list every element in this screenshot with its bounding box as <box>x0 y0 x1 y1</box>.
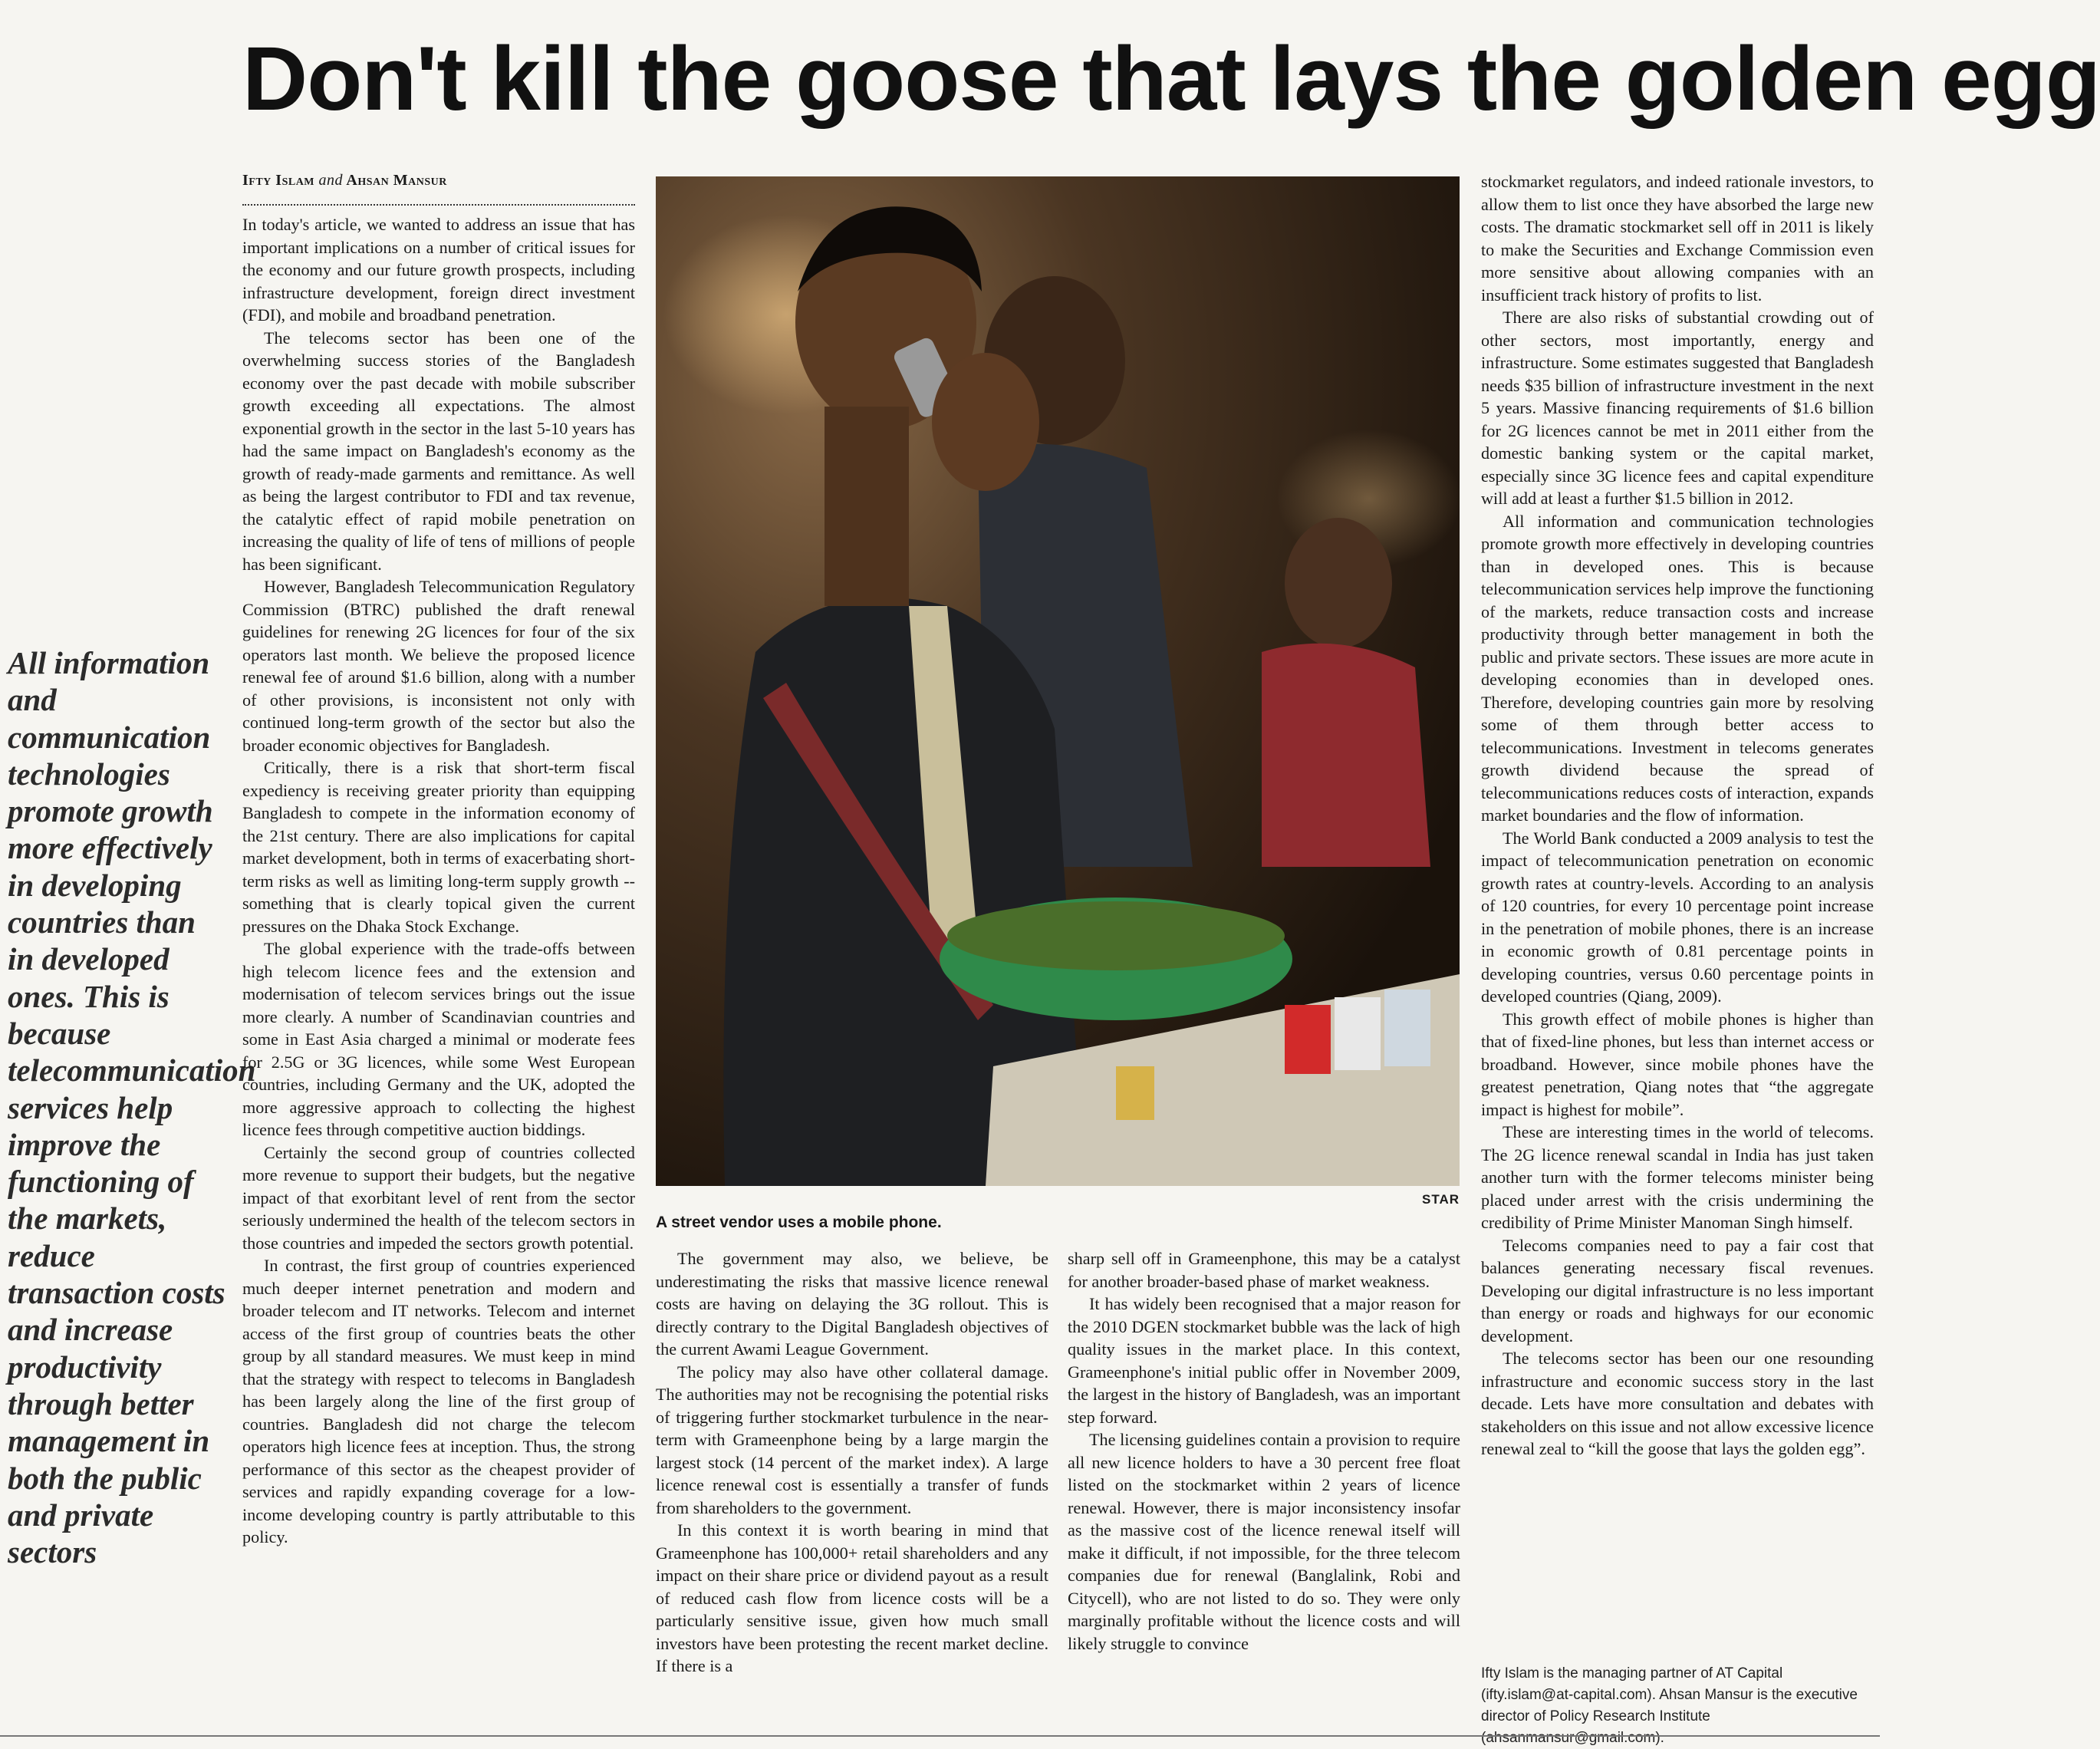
author-bio: Ifty Islam is the managing partner of AT Capital (ifty.islam@at-capital.com). Ahsan Mansur is the executive director of Policy Research Institute (ahsanmansur@gmail.com). <box>1481 1665 1858 1746</box>
article-column-3 <box>1068 1247 1460 1655</box>
byline-divider <box>242 204 635 206</box>
page-bottom-rule <box>0 1735 1880 1737</box>
paragraph: The telecoms sector has been one of the overwhelming success stories of the Bangladesh economy over the past decade with mobile subscriber growth exceeding all expectations. The almost exponential growth in the sector in the last 5-10 years has had the same impact on Bangladesh's economy as the growth of ready-made garments and remittance. As well as being the largest contributor to FDI and tax revenue, the catalytic effect of rapid mobile penetration on increasing the quality of life of tens of millions of people has been significant. <box>242 328 635 574</box>
paragraph: These are interesting times in the world of telecoms. The 2G licence renewal scandal in India has just taken another turn with the former telecoms minister being placed under arrest with the crisis undermining the credibility of Prime Minister Manoman Singh himself. <box>1481 1122 1874 1232</box>
paragraph: This growth effect of mobile phones is higher than that of fixed-line phones, but less than internet access or broadband. However, since mobile phones have the greatest penetration, Qiang notes that “the aggregate impact is highest for mobile”. <box>1481 1009 1874 1119</box>
paragraph: The government may also, we believe, be underestimating the risks that massive licence renewal costs are having on delaying the 3G rollout. This is directly contrary to the Digital Bangladesh objectives of the current Awami League Government. <box>656 1249 1048 1359</box>
article-column-1 <box>242 213 635 1549</box>
paragraph: In contrast, the first group of countries experienced much deeper internet penetration and modern and broader telecom and IT networks. Telecom and internet access of the first group of countries beats the other group by all standard measures. We must keep in mind that the strategy with respect to telecoms in Bangladesh has been largely along the line of the first group of countries. Bangladesh did not charge the telecom operators high licence fees at inception. Thus, the strong performance of this sector as the cheapest provider of services and rapidly expanding coverage for a low-income developing country is partly attributable to this policy. <box>242 1256 635 1546</box>
pull-quote: All information and communication technologies promote growth more effectively in developing countries than in developed ones. This is because telecommunication services help improve the functioning of the markets, reduce transaction costs and increase productivity through better management in both the public and private sectors <box>8 645 256 1570</box>
paragraph: The policy may also have other collateral damage. The authorities may not be recognising the potential risks of triggering further stockmarket turbulence in the near-term with Grameenphone being by a large margin the largest stock (14 percent of the market index). A large licence renewal cost is essentially a transfer of funds from shareholders to the government. <box>656 1362 1048 1517</box>
paragraph: In this context it is worth bearing in mind that Grameenphone has 100,000+ retail shareholders and any impact on their share price or dividend payout as a result of reduced cash flow from licence costs will be a particularly sensitive issue, given how much small investors have been protesting the recent market decline. If there is a <box>656 1520 1048 1675</box>
headline: Don't kill the goose that lays the golden egg <box>242 28 2100 130</box>
byline <box>242 172 635 189</box>
photo-caption: A street vendor uses a mobile phone. <box>656 1214 942 1231</box>
byline-author-2: Ahsan Mansur <box>346 172 447 189</box>
street-vendor-photo-illustration <box>656 176 1460 1186</box>
article-column-2 <box>656 1247 1048 1678</box>
paragraph: Certainly the second group of countries collected more revenue to support their budgets, but the negative impact of that exorbitant level of rent from the sector seriously undermined the health of the telecom sectors in those countries and impeded the sectors growth potential. <box>242 1142 635 1253</box>
paragraph: stockmarket regulators, and indeed rationale investors, to allow them to list once they have absorbed the large new costs. The dramatic stockmarket sell off in 2011 is likely to make the Securities and Exchange Commission even more sensitive about allowing companies with an insufficient track history of profits to list. <box>1481 172 1874 305</box>
paragraph: sharp sell off in Grameenphone, this may be a catalyst for another broader-based phase of market weakness. <box>1068 1249 1460 1291</box>
paragraph: The licensing guidelines contain a provision to require all new licence holders to have a 30 percent free float listed on the stockmarket within 2 years of licence renewal. However, there is major inconsistency insofar as the massive cost of the licence renewal itself will make it difficult, if not impossible, for the three telecom companies due for renewal (Banglalink, Robi and Citycell), who are not listed to do so. They were only marginally profitable without the licence costs and will likely struggle to convince <box>1068 1430 1460 1653</box>
byline-author-1: Ifty Islam <box>242 172 315 189</box>
news-photo <box>656 176 1460 1186</box>
paragraph: However, Bangladesh Telecommunication Regulatory Commission (BTRC) published the draft renewal guidelines for renewing 2G licences for four of the six operators last month. We believe the proposed licence renewal fee of around $1.6 billion, along with a number of other provisions, is inconsistent not only with continued long-term growth of the sector but also the broader economic objectives for Bangladesh. <box>242 577 635 755</box>
paragraph: All information and communication technologies promote growth more effectively in developing countries than in developed ones. This is because telecommunication services help improve the functioning of the markets, reduce transaction costs and increase productivity through better management in both the public and private sectors. These issues are more acute in developing economies than in developed ones. Therefore, developing countries gain more by resolving some of them through better access to telecommunications. Investment in telecoms generates growth dividend because the spread of telecommunications reduces costs of interaction, expands market boundaries and the flow of information. <box>1481 511 1874 825</box>
paragraph: The telecoms sector has been our one resounding infrastructure and economic success story in the last decade. Lets have more consultation and debates with stakeholders on this issue and not allow excessive licence renewal zeal to “kill the goose that lays the golden egg”. <box>1481 1349 1874 1458</box>
article-column-4 <box>1481 170 1874 1461</box>
paragraph: It has widely been recognised that a major reason for the 2010 DGEN stockmarket bubble was the lack of high quality issues in the market place. In this context, Grameenphone's initial public offer in November 2009, the largest in the history of Bangladesh, was an important step forward. <box>1068 1294 1460 1427</box>
paragraph: Critically, there is a risk that short-term fiscal expediency is receiving greater priority than equipping Bangladesh to compete in the information economy of the 21st century. There are also implications for capital market development, both in terms of exacerbating short-term risks as well as limiting long-term supply growth -- something that is clearly topical given the current pressures on the Dhaka Stock Exchange. <box>242 758 635 936</box>
paragraph: Telecoms companies need to pay a fair cost that balances generating necessary fiscal revenues. Developing our digital infrastructure is no less important than energy or roads and highways for our economic development. <box>1481 1235 1874 1346</box>
paragraph: The global experience with the trade-offs between high telecom licence fees and the extension and modernisation of telecom services brings out the issue more clearly. A number of Scandinavian countries and some in East Asia charged a minimal or moderate fees for 2.5G or 3G licences, while some West European countries, including Germany and the UK, adopted the more aggressive approach to collecting the highest licence fees through competitive auction biddings. <box>242 939 635 1139</box>
paragraph: The World Bank conducted a 2009 analysis to test the impact of telecommunication penetration on economic growth rates at country-levels. According to an analysis of 120 countries, for every 10 percentage point increase in the penetration of mobile phones, there is an increase in economic growth of 0.81 percentage points in developing countries, versus 0.60 percentage points in developed countries (Qiang, 2009). <box>1481 828 1874 1006</box>
byline-connector: and <box>318 172 344 189</box>
paragraph: In today's article, we wanted to address an issue that has important implications on a number of critical issues for the economy and our future growth prospects, including infrastructure development, foreign direct investment (FDI), and mobile and broadband penetration. <box>242 215 635 324</box>
paragraph: There are also risks of substantial crowding out of other sectors, most importantly, energy and infrastructure. Some estimates suggested that Bangladesh needs $35 billion of infrastructure investment in the next 5 years. Massive financing requirements of $1.6 billion for 2G licences cannot be met in 2011 either from the domestic banking system or the capital market, especially since 3G licence fees and capital expenditure will add at least a further $1.5 billion in 2012. <box>1481 308 1874 508</box>
photo-credit: STAR <box>1421 1192 1460 1207</box>
